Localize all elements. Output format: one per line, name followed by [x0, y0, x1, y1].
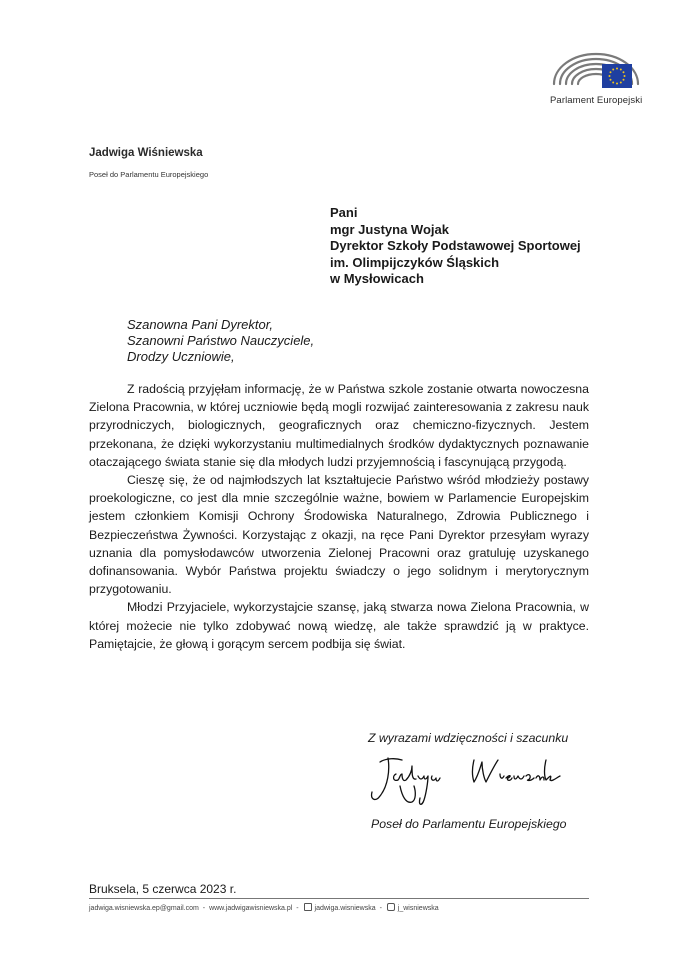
handwritten-signature	[366, 752, 576, 812]
footer-instagram[interactable]: j_wisniewska	[397, 905, 439, 912]
facebook-icon	[304, 903, 312, 911]
footer-separator: -	[202, 905, 208, 912]
salutation-line: Drodzy Uczniowie,	[127, 349, 235, 364]
recipient-address	[330, 205, 581, 288]
sender-name: Jadwiga Wiśniewska	[89, 147, 203, 159]
footer-facebook[interactable]: jadwiga.wisniewska	[314, 905, 376, 912]
recipient-line: Pani	[330, 205, 358, 220]
recipient-line: Dyrektor Szkoły Podstawowej Sportowej	[330, 238, 581, 253]
recipient-line: mgr Justyna Wojak	[330, 221, 449, 237]
footer-separator: -	[296, 905, 301, 912]
logo-text: Parlament Europejski	[550, 95, 643, 106]
instagram-icon	[387, 903, 395, 911]
footer-website[interactable]: www.jadwigawisniewska.pl	[209, 905, 293, 912]
body-paragraph: Cieszę się, że od najmłodszych lat kształtujecie Państwo wśród młodzieży postawy proekologiczne, co jest dla mnie szczególnie ważne, bowiem w Parlamencie Europejskim jestem członkiem Komisji Ochrony Środowiska Naturalnego, Zdrowia Publicznego i Bezpieczeństwa Żywności. Korzystając z okazji, na ręce Pani Dyrektor przesyłam wyrazy uznania dla pomysłodawców utworzenia Zielonej Pracowni oraz gratuluję uzyskanego dofinansowania. Wybór Państwa projektu świadczy o jego solidnym i merytorycznym przygotowaniu.	[89, 473, 589, 597]
sender-title: Poseł do Parlamentu Europejskiego	[89, 170, 209, 179]
recipient-line: im. Olimpijczyków Śląskich	[330, 254, 500, 270]
salutation	[127, 317, 314, 365]
footer-email[interactable]: jadwiga.wisniewska.ep@gmail.com	[89, 905, 199, 912]
date-line: Bruksela, 5 czerwca 2023 r.	[89, 882, 237, 896]
footer-contacts	[89, 903, 441, 912]
recipient-line: w Mysłowicach	[330, 271, 424, 286]
footer-separator: -	[379, 905, 384, 912]
salutation-line: Szanowni Państwo Nauczyciele,	[127, 333, 315, 348]
body-paragraph: Z radością przyjęłam informację, że w Państwa szkole zostanie otwarta nowoczesna Zielona Pracownia, w której uczniowie będą mogli rozwijać zainteresowania z zakresu nauk przyrodniczych, biologicznych, geograficznych oraz chemiczno-fizycznych. Jestem przekonana, że dzięki wykorzystaniu multimedialnych środków dydaktycznych poznawanie otaczającego świata stanie się dla młodych ludzi przyjemnością i fascynującą przygodą.	[89, 382, 589, 469]
salutation-line: Szanowna Pani Dyrektor,	[127, 317, 273, 332]
footer-divider	[89, 898, 589, 899]
signature-title: Poseł do Parlamentu Europejskiego	[371, 817, 567, 831]
closing-phrase: Z wyrazami wdzięczności i szacunku	[368, 731, 569, 745]
body-paragraph: Młodzi Przyjaciele, wykorzystajcie szansę, jaką stwarza nowa Zielona Pracownia, w której możecie nie tylko zdobywać nową wiedzę, ale także sprawdzić ją w praktyce. Pamiętajcie, że głową i gorącym sercem podbija się świat.	[89, 600, 589, 651]
letter-body	[89, 380, 589, 653]
